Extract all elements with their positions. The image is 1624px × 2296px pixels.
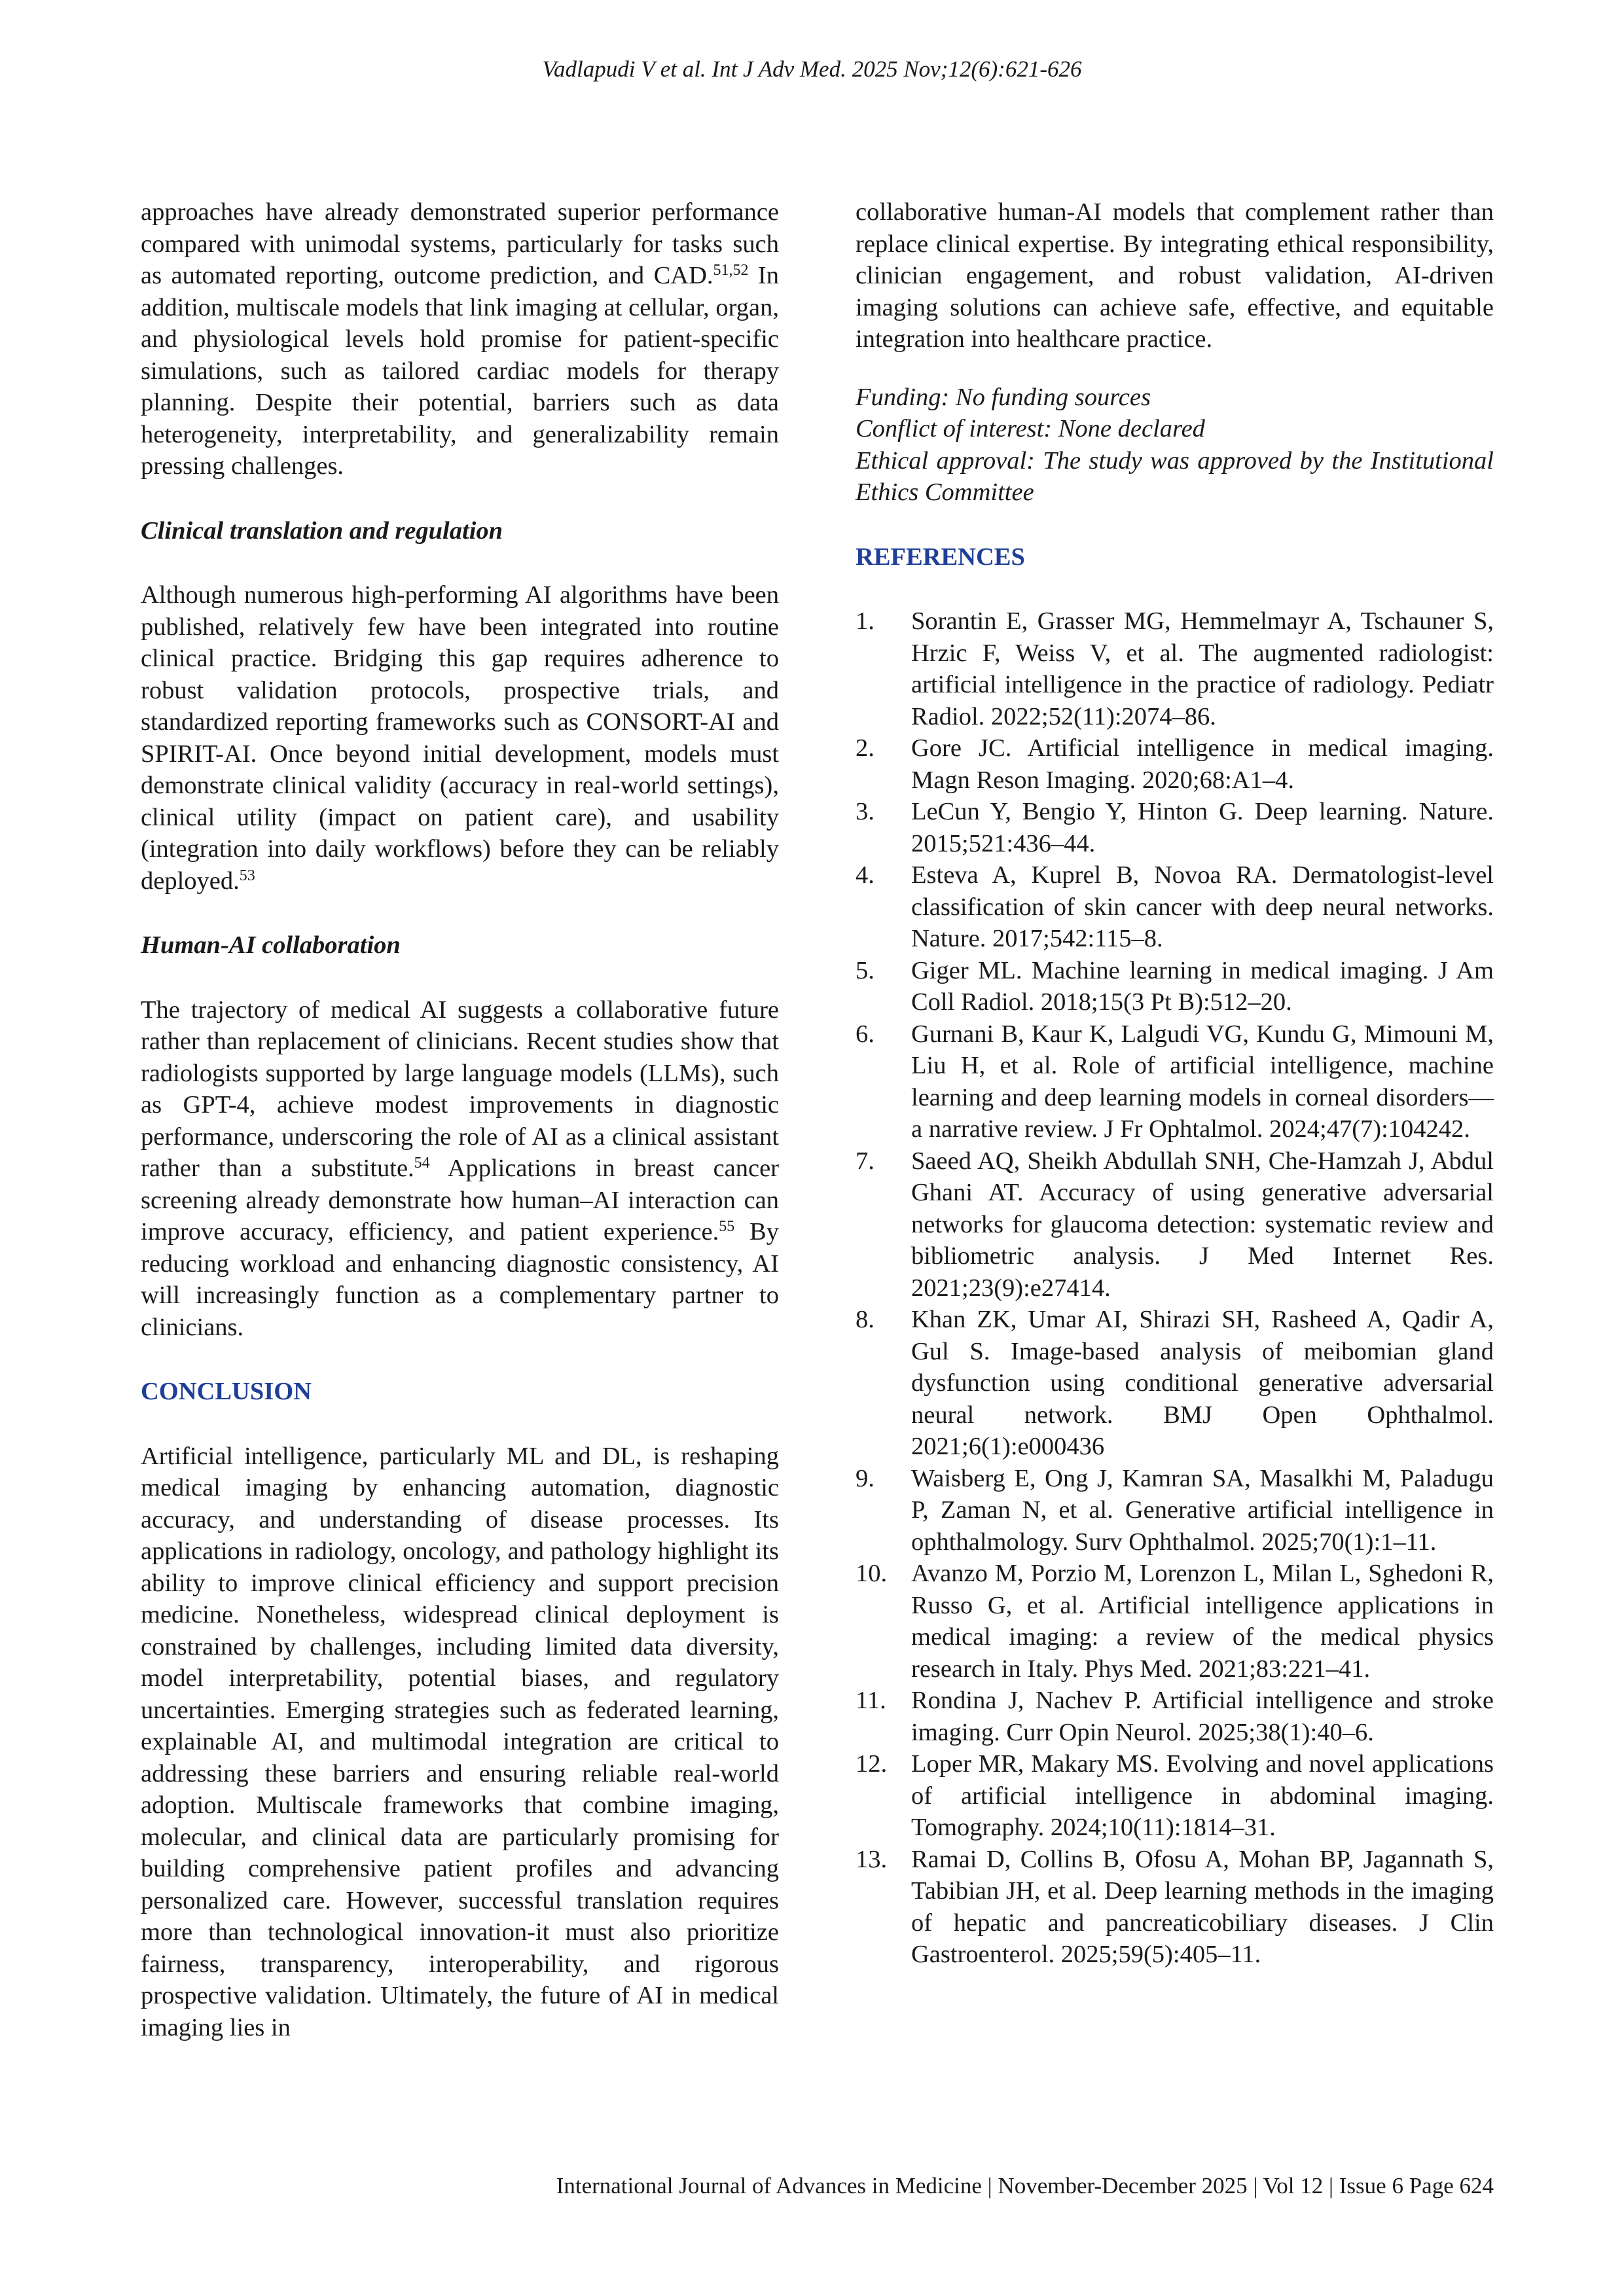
left-column [141, 196, 779, 2043]
reference-number: 11. [856, 1687, 886, 1714]
section-heading-conclusion: CONCLUSION [141, 1378, 312, 1405]
reference-text: Sorantin E, Grasser MG, Hemmelmayr A, Tschauner S, Hrzic F, Weiss V, et al. The augmented radiologist: artificial intelligence in the practice of radiology. Pediatr Radiol. 2022;52(11):2074–86. [911, 607, 1494, 730]
reference-item [856, 1748, 1494, 1844]
body-paragraph: Artificial intelligence, particularly ML and DL, is reshaping medical imaging by enhancing automation, diagnostic accuracy, and understanding of disease processes. Its applications in radiology, oncology, and pathology highlight its ability to improve clinical efficiency and support precision medicine. Nonetheless, widespread clinical deployment is constrained by challenges, including limited data diversity, model interpretability, potential biases, and regulatory uncertainties. Emerging strategies such as federated learning, explainable AI, and multimodal integration are critical to addressing these barriers and ensuring reliable real-world adoption. Multiscale frameworks that combine imaging, molecular, and clinical data are particularly promising for building comprehensive patient profiles and advancing personalized care. However, successful translation requires more than technological innovation-it must also prioritize fairness, transparency, interoperability, and rigorous prospective validation. Ultimately, the future of AI in medical imaging lies in [141, 1442, 779, 2041]
reference-item [856, 1558, 1494, 1685]
funding-statement: Funding: No funding sources [856, 383, 1151, 411]
section-heading-references: REFERENCES [856, 543, 1025, 571]
reference-text: LeCun Y, Bengio Y, Hinton G. Deep learning. Nature. 2015;521:436–44. [911, 798, 1494, 857]
paragraph-text: In addition, multiscale models that link imaging at cellular, organ, and physiological levels hold promise for patient-specific simulations, such as tailored cardiac models for therapy planning. Despite their potential, barriers such as data heterogeneity, interpretability, and generalizability remain pressing challenges. [141, 262, 779, 480]
reference-text: Ramai D, Collins B, Ofosu A, Mohan BP, Jagannath S, Tabibian JH, et al. Deep learning methods in the imaging of hepatic and pancreaticobiliary diseases. J Clin Gastroenterol. 2025;59(5):405–11. [911, 1845, 1494, 1968]
body-paragraph [141, 196, 779, 482]
reference-item [856, 605, 1494, 732]
subsection-heading-clinical-translation: Clinical translation and regulation [141, 516, 503, 545]
citation-ref[interactable]: 51,52 [713, 262, 749, 279]
reference-number: 10. [856, 1560, 888, 1587]
reference-item [856, 859, 1494, 955]
reference-item [856, 1685, 1494, 1748]
page-footer: International Journal of Advances in Medicine | November-December 2025 | Vol 12 | Issue 6 Page 624 [556, 2173, 1494, 2198]
reference-item [856, 1463, 1494, 1558]
reference-text: Gore JC. Artificial intelligence in medical imaging. Magn Reson Imaging. 2020;68:A1–4. [911, 734, 1494, 794]
reference-text: Giger ML. Machine learning in medical imaging. J Am Coll Radiol. 2018;15(3 Pt B):512–20. [911, 956, 1494, 1016]
reference-number: 7. [856, 1147, 875, 1175]
reference-item [856, 1304, 1494, 1463]
reference-item [856, 1145, 1494, 1304]
reference-text: Saeed AQ, Sheikh Abdullah SNH, Che-Hamzah J, Abdul Ghani AT. Accuracy of using generative adversarial networks for glaucoma detection: systematic review and bibliometric analysis. J Med Internet Res. 2021;23(9):e27414. [911, 1147, 1494, 1302]
running-head: Vadlapudi V et al. Int J Adv Med. 2025 Nov;12(6):621-626 [542, 56, 1082, 82]
citation-ref[interactable]: 55 [719, 1218, 735, 1235]
paragraph-text: Applications in breast cancer screening already demonstrate how human–AI interaction can improve accuracy, efficiency, and patient experience. [141, 1155, 780, 1246]
body-paragraph: collaborative human-AI models that complement rather than replace clinical expertise. By integrating ethical responsibility, clinician engagement, and robust validation, AI-driven imaging solutions can achieve safe, effective, and equitable integration into healthcare practice. [856, 198, 1494, 353]
reference-item [856, 796, 1494, 859]
reference-number: 9. [856, 1464, 875, 1492]
reference-text: Khan ZK, Umar AI, Shirazi SH, Rasheed A, Qadir A, Gul S. Image-based analysis of meibomian gland dysfunction using conditional generative adversarial neural network. BMJ Open Ophthalmol. 2021;6(1):e000436 [911, 1306, 1494, 1460]
reference-number: 5. [856, 956, 875, 984]
reference-text: Avanzo M, Porzio M, Lorenzon L, Milan L, Sghedoni R, Russo G, et al. Artificial intelligence applications in medical imaging: a review of the medical physics research in Italy. Phys Med. 2021;83:221–41. [911, 1560, 1494, 1683]
reference-number: 13. [856, 1845, 888, 1873]
reference-text: Loper MR, Makary MS. Evolving and novel applications of artificial intelligence in abdominal imaging. Tomography. 2024;10(11):1814–31. [911, 1750, 1494, 1841]
reference-text: Waisberg E, Ong J, Kamran SA, Masalkhi M, Paladugu P, Zaman N, et al. Generative artificial intelligence in ophthalmology. Surv Ophthalmol. 2025;70(1):1–11. [911, 1464, 1494, 1556]
reference-number: 1. [856, 607, 875, 635]
reference-text: Gurnani B, Kaur K, Lalgudi VG, Kundu G, Mimouni M, Liu H, et al. Role of artificial intelligence, machine learning and deep learning models in corneal disorders—a narrative review. J Fr Ophtalmol. 2024;47(7):104242. [911, 1020, 1494, 1143]
body-paragraph [141, 579, 779, 897]
declarations [856, 382, 1494, 509]
paragraph-text: By reducing workload and enhancing diagnostic consistency, AI will increasingly function as a complementary partner to clinicians. [141, 1218, 779, 1341]
reference-number: 12. [856, 1750, 888, 1778]
citation-ref[interactable]: 54 [414, 1155, 430, 1172]
reference-item [856, 732, 1494, 796]
subsection-heading-human-ai: Human-AI collaboration [141, 931, 401, 959]
reference-number: 6. [856, 1020, 875, 1048]
reference-list [856, 605, 1494, 1971]
citation-ref[interactable]: 53 [239, 867, 255, 884]
conflict-statement: Conflict of interest: None declared [856, 415, 1205, 442]
reference-text: Esteva A, Kuprel B, Novoa RA. Dermatologist-level classification of skin cancer with deep neural networks. Nature. 2017;542:115–8. [911, 861, 1494, 952]
reference-number: 8. [856, 1306, 875, 1333]
right-column [856, 196, 1494, 1971]
reference-item [856, 1018, 1494, 1145]
body-paragraph [141, 994, 779, 1344]
paragraph-text: Although numerous high-performing AI algorithms have been published, relatively few have been integrated into routine clinical practice. Bridging this gap requires adherence to robust validation protocols, prospective trials, and standardized reporting frameworks such as CONSORT-AI and SPIRIT-AI. Once beyond initial development, models must demonstrate clinical validity (accuracy in real-world settings), clinical utility (impact on patient care), and usability (integration into daily workflows) before they can be reliably deployed. [141, 581, 779, 895]
reference-item [856, 1844, 1494, 1971]
paragraph-text: approaches have already demonstrated superior performance compared with unimodal systems, particularly for tasks such as automated reporting, outcome prediction, and CAD. [141, 198, 779, 289]
reference-text: Rondina J, Nachev P. Artificial intelligence and stroke imaging. Curr Opin Neurol. 2025;38(1):40–6. [911, 1687, 1494, 1746]
reference-number: 2. [856, 734, 875, 762]
reference-item [856, 955, 1494, 1018]
reference-number: 4. [856, 861, 875, 889]
ethical-statement: Ethical approval: The study was approved by the Institutional Ethics Committee [856, 446, 1494, 506]
reference-number: 3. [856, 798, 875, 825]
paragraph-text: The trajectory of medical AI suggests a collaborative future rather than replacement of clinicians. Recent studies show that radiologists supported by large language models (LLMs), such as GPT-4, achieve modest improvements in diagnostic performance, underscoring the role of AI as a clinical assistant rather than a substitute. [141, 996, 779, 1182]
